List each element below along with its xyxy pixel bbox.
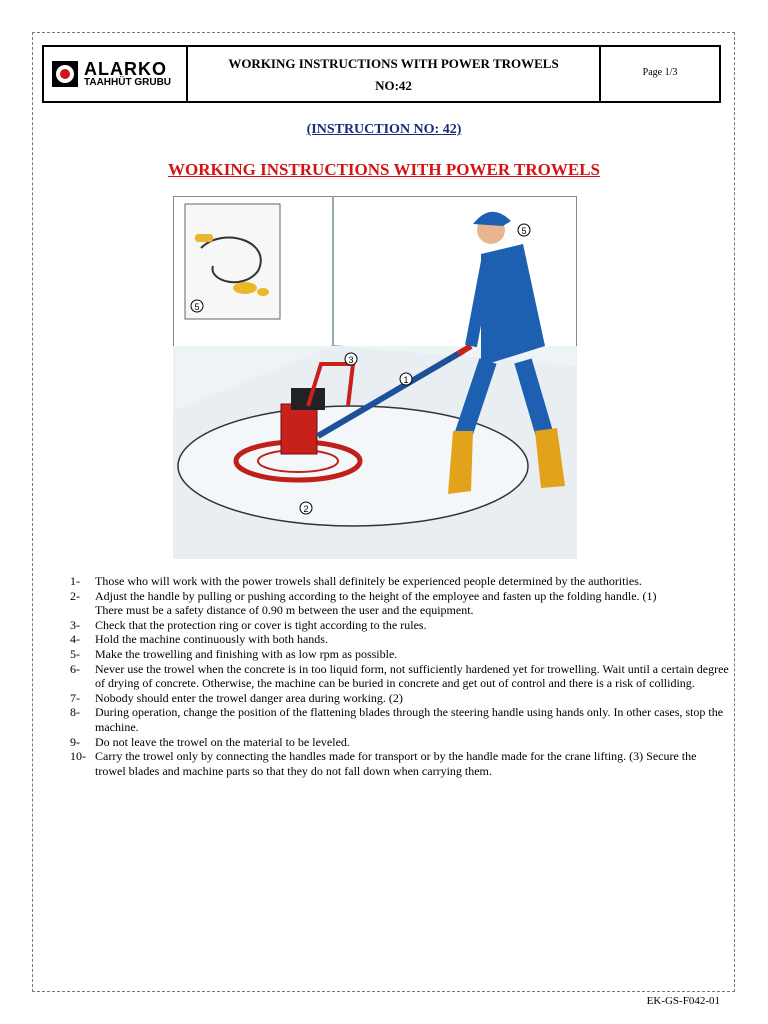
- alarko-logo-icon: [52, 61, 78, 87]
- list-item-text: Never use the trowel when the concrete is in too liquid form, not sufficiently hardened yet for trowelling. Wait until a certain degree of drying of concrete. Otherwise, the machine can be buried in concrete and get out of control and there is a risk of colliding.: [95, 661, 729, 691]
- header-title-line1: WORKING INSTRUCTIONS WITH POWER TROWELS: [228, 56, 559, 71]
- main-title-text: WORKING INSTRUCTIONS WITH POWER TROWELS: [167, 160, 601, 179]
- logo-text: [84, 60, 171, 88]
- instruction-number-text: (INSTRUCTION NO: 42): [306, 122, 462, 137]
- list-item: [70, 662, 730, 691]
- list-item-number: 3-: [70, 617, 80, 632]
- main-title: [0, 160, 768, 180]
- header-title: [188, 47, 601, 101]
- list-item-text: Hold the machine continuously with both hands.: [95, 632, 328, 647]
- form-code: EK-GS-F042-01: [646, 995, 720, 1007]
- list-item: [70, 603, 730, 618]
- callout-1: 1: [403, 375, 409, 385]
- list-item-number: 8-: [70, 705, 80, 720]
- list-item: [70, 749, 730, 778]
- list-item-number: 1-: [70, 574, 80, 588]
- list-item-text: Nobody should enter the trowel danger area during working. (2): [95, 690, 403, 705]
- list-item-text: During operation, change the position of the flattening blades through the steering handle using hands only. In other cases, stop the machine.: [95, 705, 724, 734]
- callout-3: 3: [348, 355, 354, 365]
- list-item-text: Make the trowelling and finishing with as low rpm as possible.: [95, 646, 398, 661]
- list-item-text: Check that the protection ring or cover is tight according to the rules.: [95, 617, 427, 632]
- list-item-text: Carry the trowel only by connecting the handles made for transport or by the handle made for the crane lifting. (3) Secure the trowel blades and machine parts so that they do not fall down when carrying them.: [95, 749, 697, 778]
- trowel-engine: [281, 404, 317, 454]
- list-item: [70, 705, 730, 734]
- list-item: [70, 589, 730, 604]
- list-item-number: 9-: [70, 734, 80, 749]
- instruction-list: [70, 574, 730, 778]
- logo-subtitle: TAAHHÜT GRUBU: [84, 77, 172, 88]
- list-item: [70, 647, 730, 662]
- list-item-number: 7-: [70, 690, 80, 705]
- list-item-number: 5-: [70, 646, 80, 661]
- list-item: [70, 618, 730, 633]
- list-item-text: Do not leave the trowel on the material to be leveled.: [95, 734, 350, 749]
- callout-2: 2: [303, 504, 309, 514]
- list-item: [70, 632, 730, 647]
- list-item: [70, 735, 730, 750]
- callout-5: 5: [521, 226, 527, 236]
- list-item-number: 2-: [70, 588, 80, 603]
- list-item-number: 6-: [70, 661, 80, 676]
- document-header: [42, 45, 721, 103]
- list-item-number: 4-: [70, 632, 80, 647]
- list-item: [70, 691, 730, 706]
- logo-name: ALARKO: [84, 59, 167, 79]
- callout-5-inset: 5: [194, 302, 200, 312]
- earplug-icon: [195, 234, 213, 242]
- header-title-line2: NO:42: [375, 78, 412, 93]
- power-trowel-illustration: [173, 196, 577, 559]
- list-item-text: Adjust the handle by pulling or pushing according to the height of the employee and fasten up the folding handle. (1): [95, 588, 657, 603]
- list-item-text: There must be a safety distance of 0.90 m between the user and the equipment.: [95, 603, 474, 618]
- list-item-text: Those who will work with the power trowels shall definitely be experienced people determined by the authorities.: [95, 574, 642, 588]
- list-item-number: 10-: [70, 749, 86, 764]
- instruction-number: [0, 122, 768, 138]
- page-number: Page 1/3: [642, 67, 678, 78]
- company-logo: [44, 47, 188, 101]
- list-item-number: [70, 603, 95, 618]
- list-item: [70, 574, 730, 589]
